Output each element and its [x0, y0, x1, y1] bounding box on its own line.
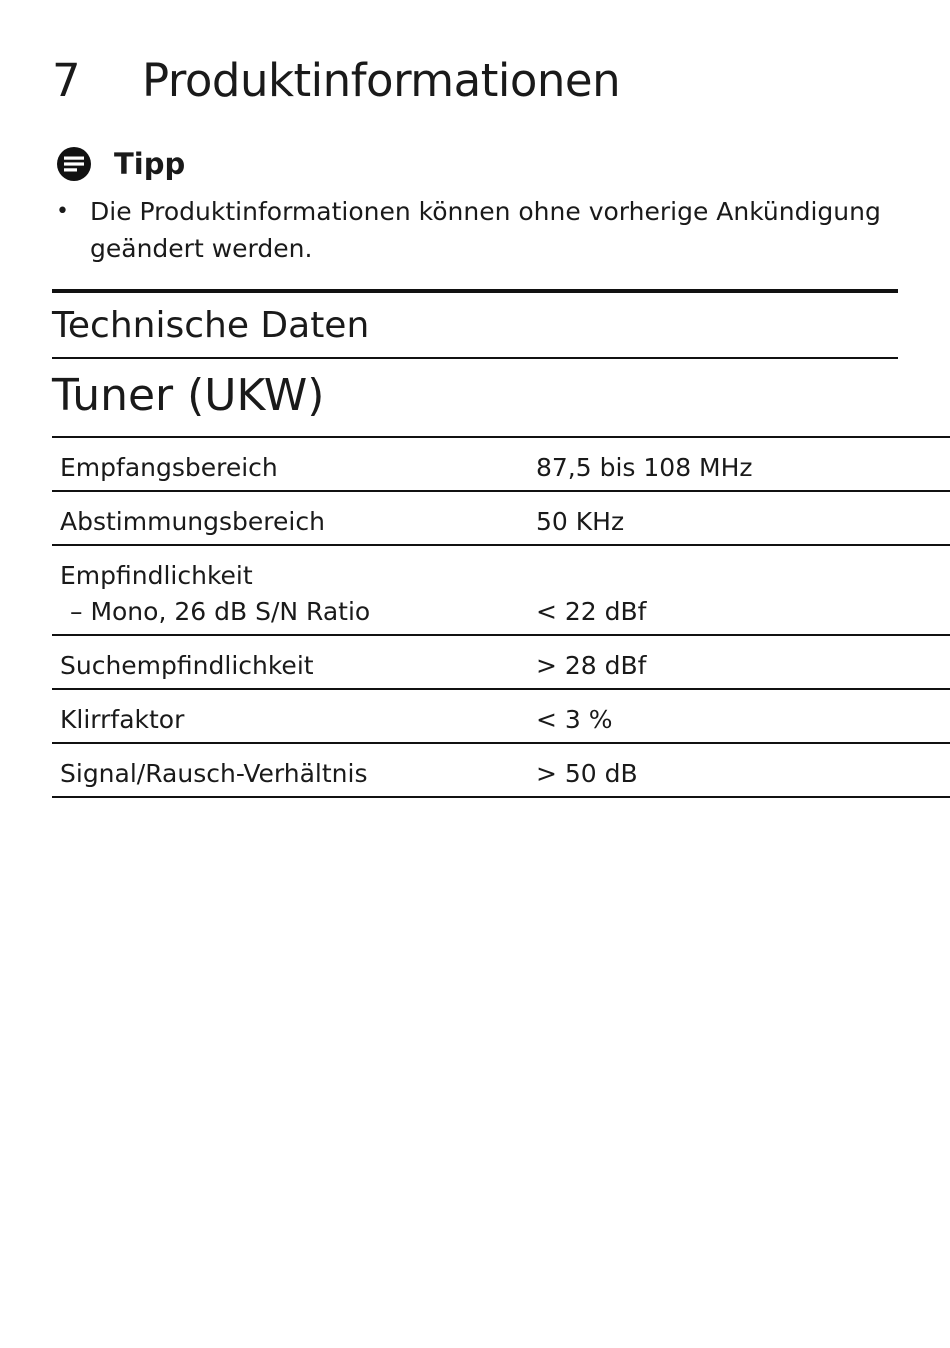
spec-label-text: Abstimmungsbereich — [60, 507, 325, 536]
spec-sublabel-text: – Mono, 26 dB S/N Ratio — [70, 597, 371, 626]
spec-value-text: < 3 % — [536, 705, 613, 734]
spec-label — [52, 558, 536, 630]
spec-label-text: Empfindlichkeit — [60, 561, 253, 590]
tip-bullet-item — [56, 193, 896, 267]
spec-value — [536, 702, 950, 738]
chapter-heading — [52, 48, 620, 112]
table-row — [52, 492, 950, 546]
tip-label: Tipp — [114, 147, 186, 181]
spec-label-text: Klirrfaktor — [60, 705, 185, 734]
subsection-title: Tuner (UKW) — [52, 370, 325, 421]
spec-value-text: > 28 dBf — [536, 651, 647, 680]
section-divider-thick — [52, 289, 898, 293]
tip-icon — [56, 146, 92, 182]
spec-label-text: Suchempfindlichkeit — [60, 651, 314, 680]
section-title: Technische Daten — [52, 305, 370, 346]
bullet-mark: • — [56, 199, 69, 224]
chapter-title: Produktinformationen — [142, 53, 621, 107]
spec-value-text: 50 KHz — [536, 507, 625, 536]
spec-label — [52, 648, 536, 684]
spec-value — [536, 648, 950, 684]
chapter-number: 7 — [52, 53, 81, 107]
spec-value-text: 87,5 bis 108 MHz — [536, 453, 753, 482]
spec-label — [52, 504, 536, 540]
table-row — [52, 636, 950, 690]
spec-label — [52, 702, 536, 738]
spec-value — [536, 558, 950, 630]
table-row — [52, 546, 950, 636]
table-row — [52, 690, 950, 744]
spec-value — [536, 504, 950, 540]
tip-heading — [56, 146, 185, 182]
spec-label — [52, 450, 536, 486]
spec-label-text: Empfangsbereich — [60, 453, 278, 482]
spec-value-text: < 22 dBf — [536, 597, 647, 626]
spec-table — [52, 436, 950, 798]
spec-value — [536, 450, 950, 486]
section-divider-thin — [52, 357, 898, 359]
spec-label — [52, 756, 536, 792]
spec-value — [536, 756, 950, 792]
spec-label-text: Signal/Rausch-Verhältnis — [60, 759, 368, 788]
tip-text: Die Produktinformationen können ohne vorherige Ankündigung geändert werden. — [90, 197, 881, 263]
table-row — [52, 744, 950, 798]
spec-value-text: > 50 dB — [536, 759, 638, 788]
table-row — [52, 438, 950, 492]
